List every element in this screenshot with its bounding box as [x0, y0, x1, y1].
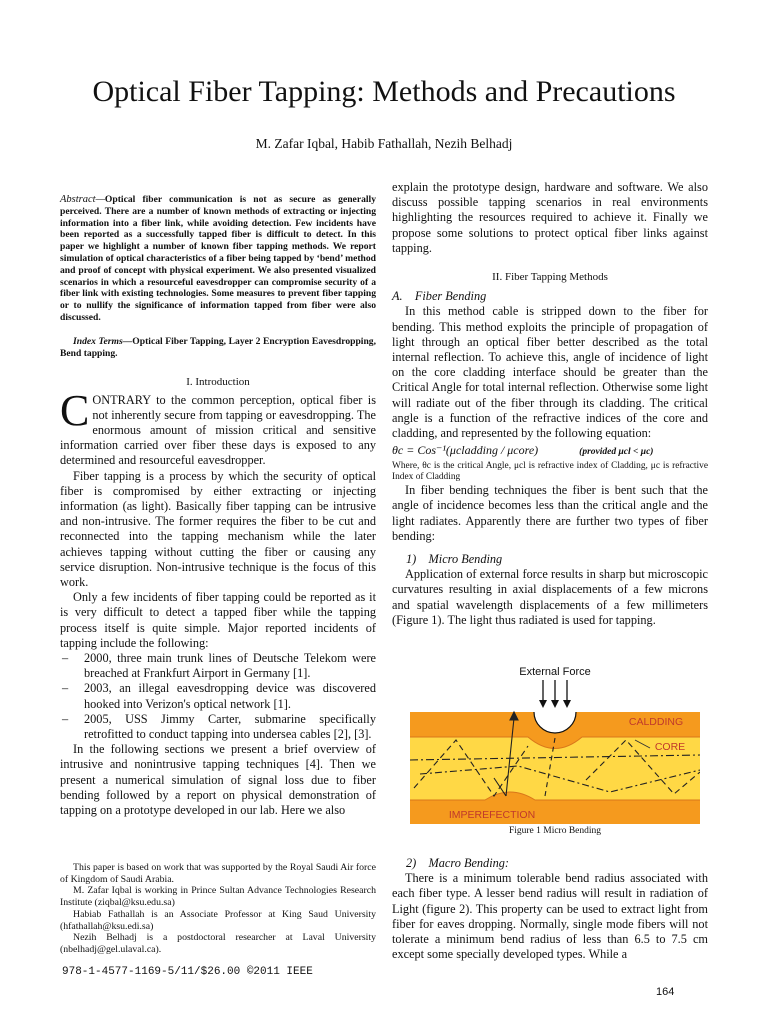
paragraph-macro-bending: There is a minimum tolerable bend radius associated with each fiber type. A lesser bend radius will result in radiation of Light (figure 2). This property can be used to extract light from fiber for eaves dropping. Normally, single mode fibers will not tolerate a minimum bend radius of less than 6.5 to 7.5 cm except some specially developed types. While a — [392, 871, 708, 962]
figure-caption: Figure 1 Micro Bending — [508, 826, 602, 836]
subsection-fiber-bending: A. Fiber Bending — [392, 289, 487, 304]
footnote: Habiab Fathallah is an Associate Professor at King Saud University (hfathallah@ksu.edi.sa) — [60, 908, 376, 932]
list-item: – 2000, three main trunk lines of Deutsche Telekom were breached at Frankfurt Airport in Germany [1]. — [62, 651, 376, 681]
subsection-macro-bending: 2) Macro Bending: — [406, 856, 510, 870]
intro-paragraph-2: Fiber tapping is a process by which the security of optical fiber is compromised by either extracting or injecting information (as light). Basically fiber tapping can be intrusive and non-intrusive. The former requires the fiber to be cut and reconnected into the tapping mechanism while the later achieves tapping without cutting the fiber or causing any service disruption. Non-intrusive technique is the focus of this work. — [60, 468, 376, 589]
force-arrows-icon — [539, 680, 571, 708]
footnote: This paper is based on work that was supported by the Royal Saudi Air force of Kingdom of Saudi Arabia. — [60, 862, 376, 885]
subsection-micro-bending: 1) Micro Bending — [406, 552, 503, 567]
section-heading-introduction: I. Introduction — [186, 376, 250, 389]
left-column — [60, 194, 376, 818]
equation-where: Where, θc is the critical Angle, μcl is refractive index of Cladding, μc is refractive Index of Cladding — [392, 461, 708, 483]
micro-bending-figure — [410, 660, 700, 850]
paper-title: Optical Fiber Tapping: Methods and Precautions — [92, 75, 676, 108]
abstract-text: Optical fiber communication is not as secure as generally perceived. There are a number of known methods of extracting or injecting information into a fiber link, while avoiding detection. Few incidents have been reported as a successfully tapped fiber is difficult to detect. In this paper we highlight a number of known fiber tapping methods. We report simulation of optical characteristics of a fiber being tapped by ‘bend’ method and proof of concept with physical experiment. We also presented visualized scenarios in which a resourceful eavesdropper can compromise security of a fiber link with existing technologies. Some measures to prevent fiber tapping or to nullify the significance of information tapped from fiber were also discussed. — [60, 194, 376, 323]
equation-main: θc = Cos⁻¹(μcladding / μcore) — [392, 443, 539, 458]
index-terms — [60, 336, 376, 360]
paragraph-fiber-bending: In this method cable is stripped down to the fiber for bending. This method exploits the principle of propagation of light through an optical fiber better described as the total internal reflection. To achieve this, angle of incidence of light on the core cladding interface should be greater than the Critical Angle for total internal reflection. Otherwise some light will radiate out of the fiber through its cladding. The critical angle is a function of the refractive indices of the core and cladding, and represented by the following equation: — [392, 304, 708, 441]
right-column — [392, 180, 708, 628]
paragraph-bending-types: In fiber bending techniques the fiber is bent such that the angle of incidence becomes less than the critical angle and the light radiates. Apparently there are further two types of fiber bending: — [392, 483, 708, 543]
intro-paragraph-3: Only a few incidents of fiber tapping could be reported as it is very difficult to detect a tapped fiber while the tapping process itself is quite simple. Major reported incidents of tapping include the following: — [60, 590, 376, 650]
intro-paragraph-4: In the following sections we present a brief overview of intrusive and nonintrusive tapping techniques [4]. Then we present a numerical simulation of signal loss due to fiber bending followed by a report on physical demonstration of tapping on a prototype developed in our lab. Here we also — [60, 742, 376, 818]
intro-paragraph-1: CONTRARY to the common perception, optical fiber is not inherently secure from tapping or eavesdropping. The enormous amount of mission critical and sensitive information carried over fiber these days is exposed to any determined and resourceful eavesdropper. — [60, 385, 376, 468]
figure-label-cladding: CALDDING — [628, 716, 684, 728]
right-column-bottom — [392, 856, 708, 962]
equation-condition: (provided μcl < μc) — [579, 447, 654, 458]
footnotes — [60, 862, 376, 956]
page-number: 164 — [656, 986, 675, 998]
drop-cap: C — [60, 385, 90, 435]
author-list: M. Zafar Iqbal, Habib Fathallah, Nezih Belhadj — [255, 136, 513, 151]
abstract — [60, 194, 376, 324]
right-paragraph-0: explain the prototype design, hardware and software. We also discuss possible tapping scenarios in real environments highlighting the resources required to achieve it. Finally we propose some solutions to protect optical fiber links against tapping. — [392, 180, 708, 255]
list-item: – 2003, an illegal eavesdropping device was discovered hooked into Verizon's optical network [1]. — [62, 681, 376, 711]
critical-angle-equation — [392, 441, 708, 483]
abstract-lead: Abstract— — [60, 194, 105, 205]
figure-label-core: CORE — [654, 741, 686, 753]
footnote: Nezih Belhadj is a postdoctoral researcher at Laval University (nbelhadj@gel.ulaval.ca). — [60, 932, 376, 955]
paragraph-micro-bending: Application of external force results in sharp but microscopic curvatures resulting in axial displacements of a few microns and spatial wavelength displacements of a few millimeters (Figure 1). The light thus radiated is used for tapping. — [392, 567, 708, 627]
index-terms-lead: Index Terms— — [73, 335, 133, 347]
figure-label-imperfection: IMPEREFECTION — [448, 809, 536, 821]
index-terms-text: Optical Fiber Tapping, Layer 2 Encryption Eavesdropping, Bend tapping. — [60, 335, 376, 359]
figure-label-external-force: External Force — [519, 666, 591, 678]
footnote: M. Zafar Iqbal is working in Prince Sultan Advance Technologies Research Institute (ziqbal@ksu.edu.sa) — [60, 885, 376, 909]
copyright-line: 978-1-4577-1169-5/11/$26.00 ©2011 IEEE — [62, 966, 313, 978]
section-heading-methods: II. Fiber Tapping Methods — [492, 271, 608, 284]
list-item: – 2005, USS Jimmy Carter, submarine specifically retrofitted to conduct tapping into undersea cables [2], [3]. — [62, 711, 376, 742]
